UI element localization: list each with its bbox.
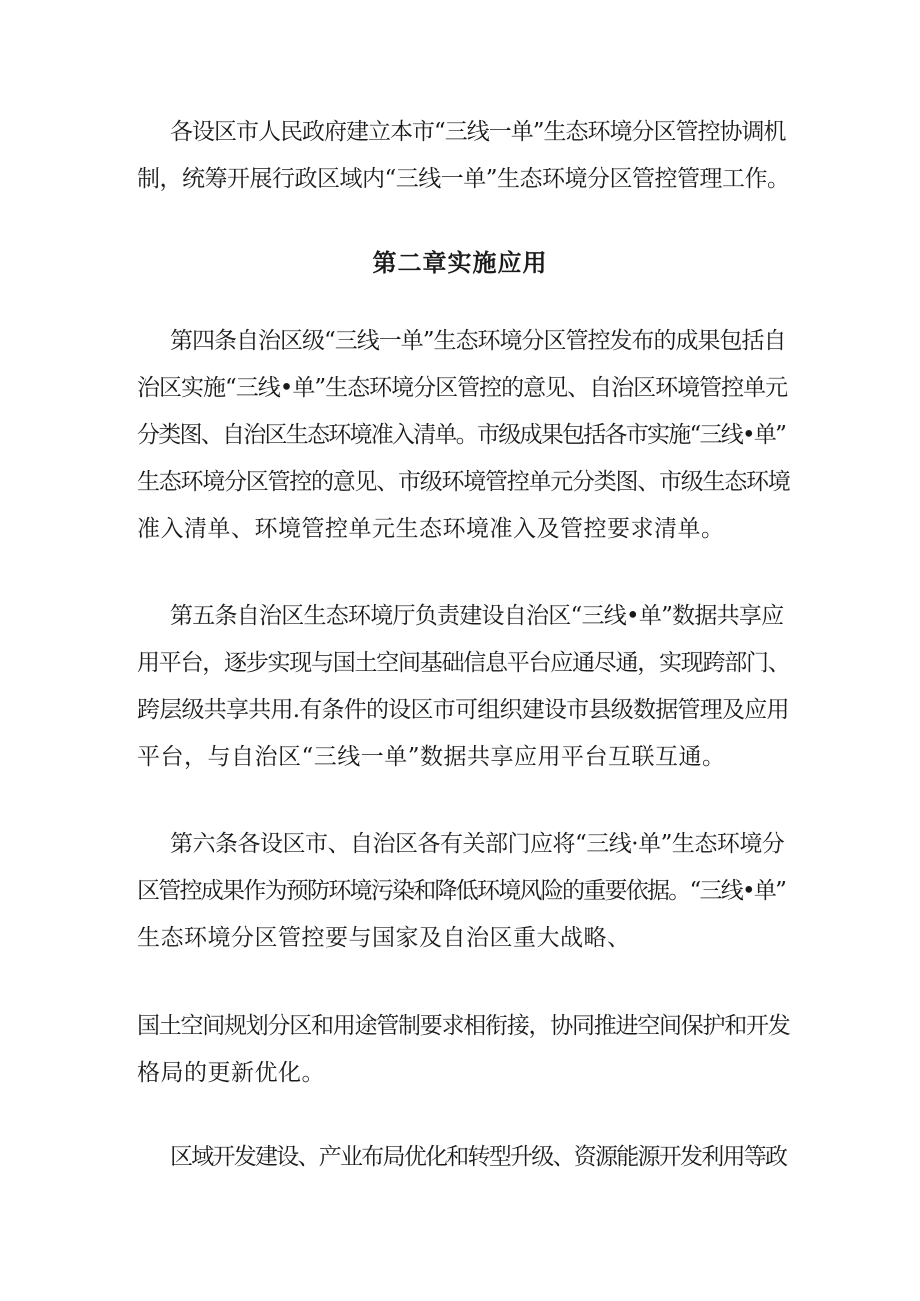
article5-line-1: 第五条自治区生态环境厅负责建设自治区“三线•单”数据共享应	[170, 603, 784, 629]
article4-line-3: 分类图、自治区生态环境准入清单。市级成果包括各市实施“三线•单”	[137, 422, 786, 448]
article4-line-5: 准入清单、环境管控单元生态环境准入及管控要求清单。	[137, 516, 725, 542]
article4-line-2: 治区实施“三线•单”生态环境分区管控的意见、自治区环境管控单元	[137, 375, 788, 401]
article6-line-1: 第六条各设区市、自治区各有关部门应将“三线·单”生态环境分	[170, 831, 785, 857]
article4-line-4: 生态环境分区管控的意见、市级环境管控单元分类图、市级生态环境	[137, 469, 790, 495]
intro-line-1: 各设区市人民政府建立本市“三线一单”生态环境分区管控协调机	[170, 119, 786, 145]
article5-line-2: 用平台，逐步实现与国土空间基础信息平台应通尽通，实现跨部门、	[137, 650, 790, 676]
chapter-title: 第二章实施应用	[372, 249, 548, 277]
intro-line-2: 制，统筹开展行政区域内“三线一单”生态环境分区管控管理工作。	[137, 166, 790, 192]
article4-line-1: 第四条自治区级“三线一单”生态环境分区管控发布的成果包括自	[170, 328, 786, 354]
article6-cont-line-2: 格局的更新优化。	[137, 1060, 325, 1086]
article5-line-4: 平台，与自治区“三线一单”数据共享应用平台互联互通。	[137, 744, 726, 770]
article6-cont-line-1: 国土空间规划分区和用途管制要求相衔接，协同推进空间保护和开发	[137, 1013, 790, 1039]
article6-line-3: 生态环境分区管控要与国家及自治区重大战略、	[137, 925, 631, 951]
article5-line-3: 跨层级共享共用.有条件的设区市可组织建设市县级数据管理及应用	[137, 697, 789, 723]
last-para-line-1: 区域开发建设、产业布局优化和转型升级、资源能源开发利用等政	[170, 1144, 787, 1170]
article6-line-2: 区管控成果作为预防环境污染和降低环境风险的重要依据。“三线•单”	[137, 878, 786, 904]
